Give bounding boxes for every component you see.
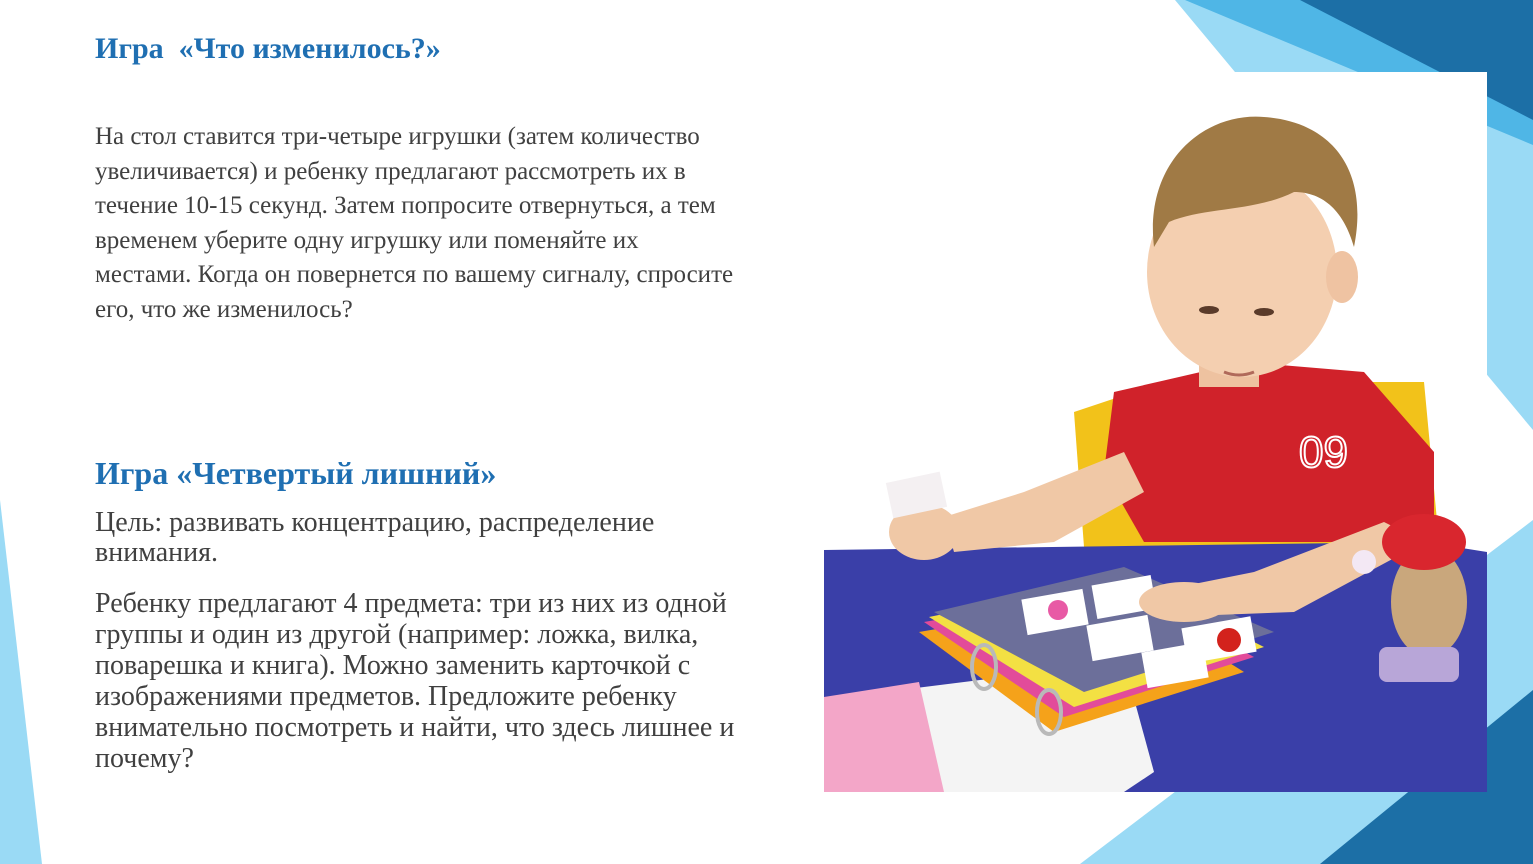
- shirt-number: 09: [1299, 428, 1348, 477]
- game2-description: Ребенку предлагают 4 предмета: три из них из одной группы и один из другой (например: ложка, вилка, поварешка и книга). Можно заменить карточкой с изображениями предметов. Предложите ребенку внимательно посмотреть и найти, что здесь лишнее и почему?: [95, 588, 735, 774]
- game1-description: На стол ставится три-четыре игрушки (затем количество увеличивается) и ребенку предлагают рассмотреть их в течение 10-15 секунд. Затем попросите отвернуться, а тем временем уберите одну игрушку или поменяйте их местами. Когда он повернется по вашему сигналу, спросите его, что же изменилось?: [95, 123, 734, 323]
- child-photo-illustration: [824, 72, 1487, 792]
- right-hand: [1139, 582, 1229, 622]
- red-animal-picture-icon: [1217, 628, 1241, 652]
- pink-pig-picture-icon: [1048, 600, 1068, 620]
- toy-arm: [1352, 550, 1376, 574]
- eye-right: [1254, 308, 1274, 316]
- game2-goal: Цель: развивать концентрацию, распределение внимания.: [95, 507, 655, 568]
- toy-hat: [1382, 514, 1466, 570]
- deco-left-triangle: [0, 500, 42, 864]
- game2-title: Игра «Четвертый лишний»: [95, 455, 497, 491]
- eye-left: [1199, 306, 1219, 314]
- child-photo: [824, 72, 1487, 792]
- game1-title: Игра «Что изменилось?»: [95, 32, 441, 65]
- ear: [1326, 251, 1358, 303]
- toy-feet: [1379, 647, 1459, 682]
